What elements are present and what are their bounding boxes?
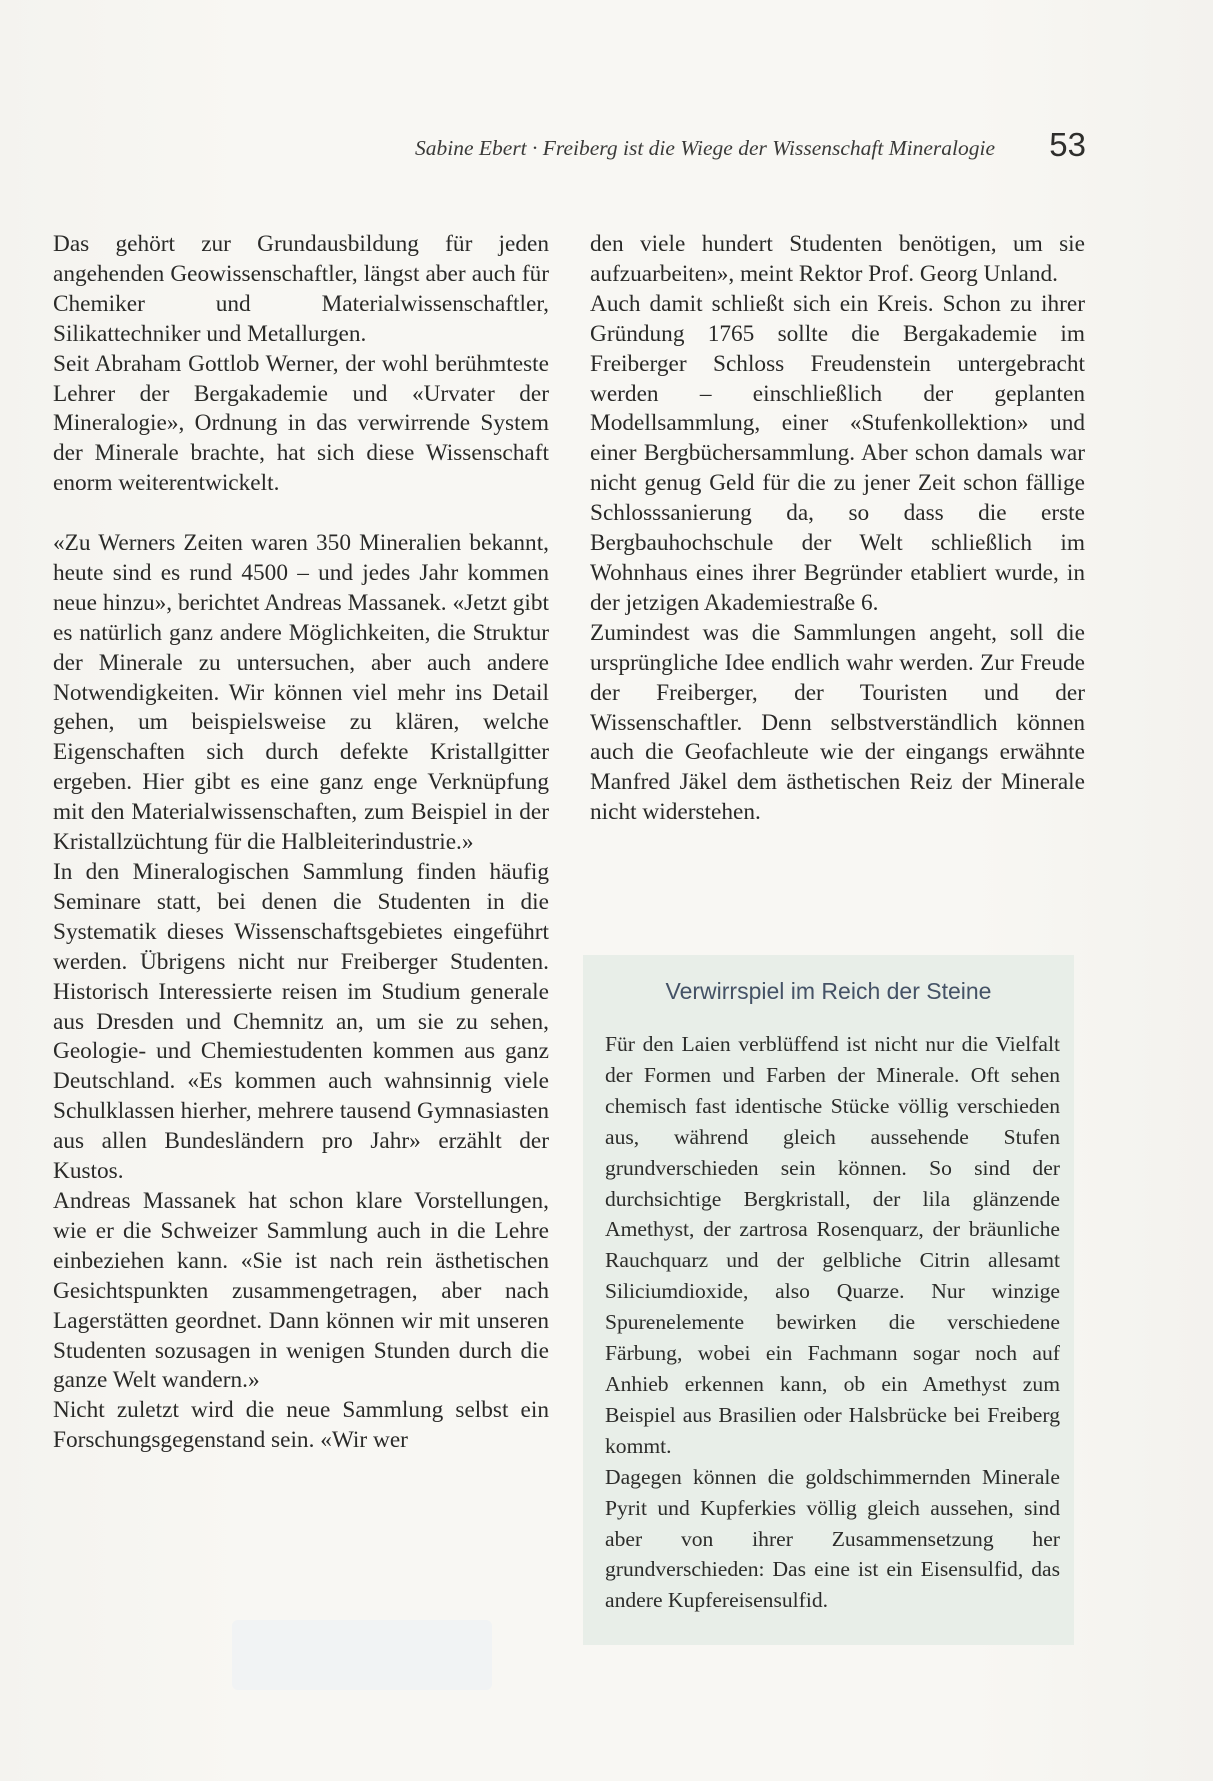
running-head: Sabine Ebert · Freiberg ist die Wiege der Wissenschaft Mineralogie — [415, 136, 995, 160]
paragraph: Seit Abraham Gottlob Werner, der wohl berühmteste Lehrer der Bergakademie und «Urvater der Mineralogie», Ordnung in das verwirrende System der Minerale brachte, hat sich diese Wissenschaft enorm weiterentwickelt. — [53, 350, 549, 497]
paragraph: Auch damit schließt sich ein Kreis. Schon zu ihrer Gründung 1765 sollte die Bergakademie im Freiberger Schloss Freudenstein untergebracht werden – einschließlich der geplanten Modellsammlung, einer «Stufenkollektion» und einer Bergbüchersammlung. Aber schon damals war nicht genug Geld für die zu jener Zeit schon fällige Schlosssanierung da, so dass die erste Bergbauhochschule der Welt schließlich im Wohnhaus eines ihrer Begründer etabliert wurde, in der jetzigen Akademiestraße 6. — [590, 290, 1085, 616]
paragraph: den viele hundert Studenten benötigen, um sie aufzuarbeiten», meint Rektor Prof. Georg Unland. — [590, 231, 1085, 287]
paragraph: Nicht zuletzt wird die neue Sammlung selbst ein Forschungsgegenstand sein. «Wir wer — [53, 1397, 549, 1454]
left-column — [53, 230, 549, 1456]
paragraph: In den Mineralogischen Sammlung finden häufig Seminare statt, bei denen die Studenten in die Systematik dieses Wissenschaftsgebietes eingeführt werden. Übrigens nicht nur Freiberger Studenten. Historisch Interessierte reisen im Studium generale aus Dresden und Chemnitz an, um sie zu sehen, Geologie- und Chemiestudenten kommen aus ganz Deutschland. «Es kommen auch wahnsinnig viele Schulklassen hierher, mehrere tausend Gymnasiasten aus allen Bundesländern pro Jahr» erzählt der Kustos. — [53, 859, 549, 1185]
info-box — [583, 955, 1074, 1645]
paragraph: Das gehört zur Grundausbildung für jeden angehenden Geowissenschaftler, längst aber auch für Chemiker und Materialwissenschaftler, Silikattechniker und Metallurgen. — [53, 231, 549, 347]
info-box-body — [605, 1029, 1060, 1616]
paragraph: Andreas Massanek hat schon klare Vorstellungen, wie er die Schweizer Sammlung auch in die Lehre einbeziehen kann. «Sie ist nach rein ästhetischen Gesichtspunkten zusammengetragen, aber nach Lagerstätten geordnet. Dann können wir mit unseren Studenten sozusagen in wenigen Stunden durch die ganze Welt wandern.» — [53, 1187, 549, 1394]
paragraph: Für den Laien verblüffend ist nicht nur die Vielfalt der Formen und Farben der Minerale. Oft sehen chemisch fast identische Stücke völlig verschieden aus, während gleich aussehende Stufen grundverschieden sein können. So sind der durchsichtige Bergkristall, der lila glänzende Amethyst, der zartrosa Rosenquarz, der bräunliche Rauchquarz und der gelbliche Citrin allesamt Siliciumdioxide, also Quarze. Nur winzige Spurenelemente bewirken die verschiedene Färbung, wobei ein Fachmann sogar noch auf Anhieb erkennen kann, ob ein Amethyst zum Beispiel aus Brasilien oder Halsbrücke bei Freiberg kommt. — [605, 1032, 1060, 1458]
bleed-through-shadow — [232, 1620, 492, 1690]
paragraph: «Zu Werners Zeiten waren 350 Mineralien bekannt, heute sind es rund 4500 – und jedes Jahr kommen neue hinzu», berichtet Andreas Massanek. «Jetzt gibt es natürlich ganz andere Möglichkeiten, die Struktur der Minerale zu untersuchen, aber auch andere Notwendigkeiten. Wir können viel mehr ins Detail gehen, um beispielsweise zu klären, welche Eigenschaften sich durch defekte Kristallgitter ergeben. Hier gibt es eine ganz enge Verknüpfung mit den Materialwissenschaften, zum Beispiel in der Kristallzüchtung für die Halbleiterindustrie.» — [53, 530, 549, 856]
page-number: 53 — [1049, 126, 1086, 163]
paragraph: Dagegen können die goldschimmernden Minerale Pyrit und Kupferkies völlig gleich aussehen, sind aber von ihrer Zusammensetzung her grundverschieden: Das eine ist ein Eisensulfid, das andere Kupfereisensulfid. — [605, 1464, 1060, 1613]
info-box-title: Verwirrspiel im Reich der Steine — [665, 978, 992, 1004]
page-header — [300, 126, 1090, 166]
paragraph: Zumindest was die Sammlungen angeht, soll die ursprüngliche Idee endlich wahr werden. Zur Freude der Freiberger, der Touristen und der Wissenschaftler. Denn selbstverständlich können auch die Geofachleute wie der eingangs erwähnte Manfred Jäkel dem ästhetischen Reiz der Minerale nicht widerstehen. — [590, 619, 1085, 826]
right-column — [590, 230, 1085, 828]
